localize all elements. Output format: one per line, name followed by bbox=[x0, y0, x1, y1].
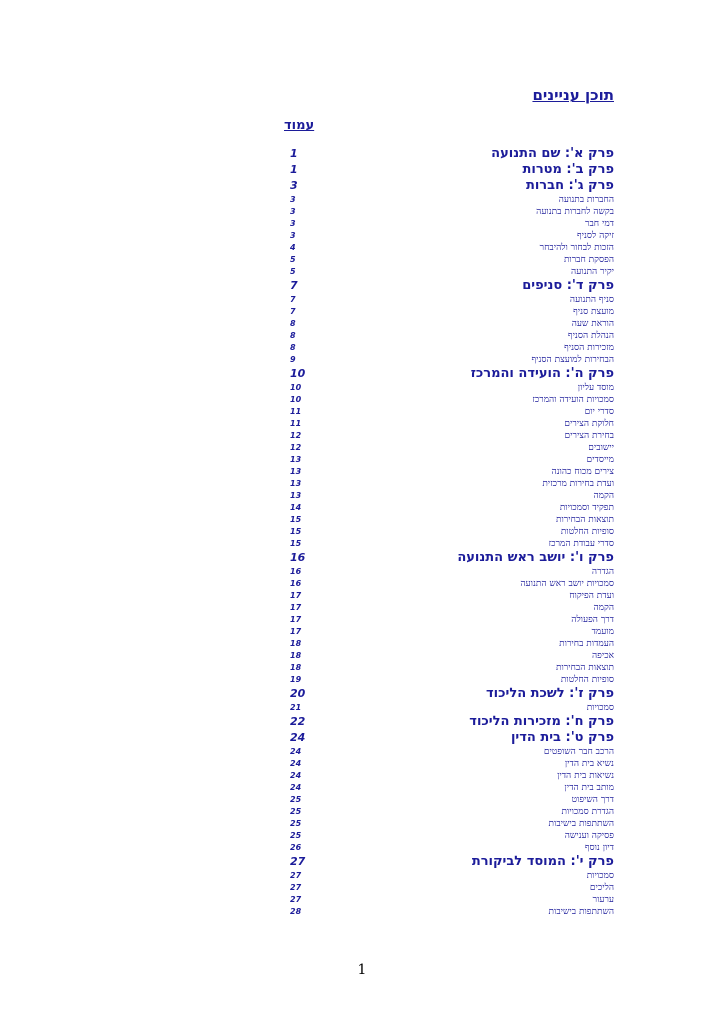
page-number: 12 bbox=[290, 431, 302, 440]
page-number: 10 bbox=[290, 383, 302, 392]
page-number: 19 bbox=[290, 675, 302, 684]
toc-section-row bbox=[290, 806, 614, 818]
toc-section-row bbox=[290, 206, 614, 218]
section-title: סמכויות יושב ראש התנועה bbox=[520, 579, 614, 589]
toc-section-row bbox=[290, 382, 614, 394]
page-number: 7 bbox=[290, 279, 298, 292]
toc-chapter-row bbox=[290, 854, 614, 870]
section-title: אכיפה bbox=[591, 651, 614, 661]
section-title: תוצאות הבחירות bbox=[556, 663, 614, 673]
toc-section-row bbox=[290, 818, 614, 830]
page-number: 16 bbox=[290, 579, 302, 588]
toc-chapter-row bbox=[290, 686, 614, 702]
toc-section-row bbox=[290, 354, 614, 366]
section-title: מזכירות הסניף bbox=[564, 343, 614, 353]
toc-section-row bbox=[290, 478, 614, 490]
page-number: 3 bbox=[290, 195, 296, 204]
chapter-title: פרק א': שם התנועה bbox=[491, 146, 614, 161]
section-title: השתתפות בישיבות bbox=[548, 907, 614, 917]
toc-section-row bbox=[290, 842, 614, 854]
page-column-header: עמוד bbox=[284, 118, 315, 133]
toc-chapter-row bbox=[290, 714, 614, 730]
page-number: 17 bbox=[290, 603, 302, 612]
section-title: מייסדים bbox=[586, 455, 614, 465]
section-title: הנהלת הסניף bbox=[567, 331, 614, 341]
toc-section-row bbox=[290, 242, 614, 254]
toc-section-row bbox=[290, 870, 614, 882]
toc-section-row bbox=[290, 782, 614, 794]
toc-section-row bbox=[290, 794, 614, 806]
section-title: מוסד עליון bbox=[577, 383, 614, 393]
chapter-title: פרק י': המוסד לביקורת bbox=[471, 854, 614, 869]
section-title: מועמד bbox=[591, 627, 614, 637]
toc-section-row bbox=[290, 614, 614, 626]
toc-section-row bbox=[290, 526, 614, 538]
page-number: 24 bbox=[290, 783, 302, 792]
toc-section-row bbox=[290, 330, 614, 342]
page-number: 15 bbox=[290, 539, 302, 548]
section-title: סמכויות הועידה והמרכז bbox=[532, 395, 614, 405]
section-title: החברות בתנועה bbox=[558, 195, 614, 205]
page-number: 15 bbox=[290, 527, 302, 536]
section-title: העמדות בחירות bbox=[559, 639, 614, 649]
section-title: סופיות החלטות bbox=[560, 527, 614, 537]
toc-section-row bbox=[290, 662, 614, 674]
toc-section-row bbox=[290, 406, 614, 418]
section-title: צירים מכוח כהונה bbox=[551, 467, 614, 477]
page-number: 25 bbox=[290, 807, 302, 816]
toc-section-row bbox=[290, 830, 614, 842]
page-number: 26 bbox=[290, 843, 302, 852]
toc-section-row bbox=[290, 602, 614, 614]
toc-section-row bbox=[290, 626, 614, 638]
section-title: נשיא בית הדין bbox=[564, 759, 614, 769]
page-number: 20 bbox=[290, 687, 306, 700]
section-title: הוראת שעה bbox=[571, 319, 614, 329]
toc-section-row bbox=[290, 306, 614, 318]
toc-section-row bbox=[290, 566, 614, 578]
section-title: השתתפות בישיבות bbox=[548, 819, 614, 829]
page-number: 24 bbox=[290, 759, 302, 768]
page-number: 24 bbox=[290, 747, 302, 756]
page-number: 5 bbox=[290, 255, 296, 264]
section-title: סופיות החלטות bbox=[560, 675, 614, 685]
page-number: 21 bbox=[290, 703, 302, 712]
section-title: בקשה לחברות בתנועה bbox=[536, 207, 614, 217]
toc-section-row bbox=[290, 266, 614, 278]
section-title: מותב בית הדין bbox=[564, 783, 614, 793]
page-number: 14 bbox=[290, 503, 302, 512]
page-number: 11 bbox=[290, 407, 302, 416]
toc-section-row bbox=[290, 294, 614, 306]
section-title: דרך השיפוט bbox=[571, 795, 614, 805]
section-title: סניף התנועה bbox=[569, 295, 614, 305]
section-title: סמכויות bbox=[586, 871, 614, 881]
toc-section-row bbox=[290, 394, 614, 406]
page-number: 3 bbox=[290, 231, 296, 240]
page-number: 22 bbox=[290, 715, 306, 728]
page-number: 7 bbox=[290, 307, 296, 316]
toc-chapter-row bbox=[290, 366, 614, 382]
toc-section-row bbox=[290, 318, 614, 330]
page-number: 13 bbox=[290, 479, 302, 488]
section-title: סדרי עבודת המרכז bbox=[548, 539, 614, 549]
section-title: הליכים bbox=[589, 883, 614, 893]
page-number: 25 bbox=[290, 795, 302, 804]
toc-section-row bbox=[290, 702, 614, 714]
section-title: בחירת הצירים bbox=[564, 431, 614, 441]
chapter-title: פרק ח': מזכירות הליכוד bbox=[469, 714, 614, 729]
toc-section-row bbox=[290, 342, 614, 354]
page-number: 4 bbox=[290, 243, 296, 252]
page-number: 3 bbox=[290, 179, 298, 192]
page-number: 24 bbox=[290, 731, 306, 744]
page-number: 24 bbox=[290, 771, 302, 780]
toc-section-row bbox=[290, 230, 614, 242]
toc-section-row bbox=[290, 514, 614, 526]
toc-section-row bbox=[290, 906, 614, 918]
chapter-title: פרק ד': סניפים bbox=[522, 278, 614, 293]
section-title: יקיר התנועה bbox=[571, 267, 614, 277]
toc-section-row bbox=[290, 674, 614, 686]
page-number: 28 bbox=[290, 907, 302, 916]
toc-section-row bbox=[290, 578, 614, 590]
chapter-title: פרק ה': הועידה והמרכז bbox=[470, 366, 614, 381]
page-number: 16 bbox=[290, 567, 302, 576]
toc-section-row bbox=[290, 254, 614, 266]
section-title: הבחירות למועצת הסניף bbox=[531, 355, 614, 365]
toc-list bbox=[290, 146, 614, 918]
section-title: פסיקה וענישה bbox=[564, 831, 614, 841]
page-number: 13 bbox=[290, 491, 302, 500]
page-number: 18 bbox=[290, 651, 302, 660]
toc-section-row bbox=[290, 194, 614, 206]
toc-section-row bbox=[290, 746, 614, 758]
section-title: דמי חבר bbox=[585, 219, 614, 229]
section-title: מועצת סניף bbox=[573, 307, 614, 317]
page-number: 5 bbox=[290, 267, 296, 276]
page-number: 10 bbox=[290, 367, 306, 380]
section-title: דרך הפעולה bbox=[571, 615, 614, 625]
toc-section-row bbox=[290, 454, 614, 466]
page-number: 9 bbox=[290, 355, 296, 364]
page-number: 27 bbox=[290, 871, 302, 880]
toc-section-row bbox=[290, 502, 614, 514]
page-number: 8 bbox=[290, 331, 296, 340]
toc-section-row bbox=[290, 418, 614, 430]
toc-section-row bbox=[290, 758, 614, 770]
page-number: 25 bbox=[290, 831, 302, 840]
section-title: הפסקת חברות bbox=[563, 255, 614, 265]
toc-section-row bbox=[290, 466, 614, 478]
toc-section-row bbox=[290, 638, 614, 650]
toc-section-row bbox=[290, 894, 614, 906]
page-number: 15 bbox=[290, 515, 302, 524]
toc-chapter-row bbox=[290, 278, 614, 294]
toc-chapter-row bbox=[290, 730, 614, 746]
toc-section-row bbox=[290, 770, 614, 782]
section-title: חלוקת הצירים bbox=[564, 419, 614, 429]
page-number: 7 bbox=[290, 295, 296, 304]
section-title: יישובים bbox=[588, 443, 614, 453]
section-title: הזכות לבחור ולהיבחר bbox=[539, 243, 614, 253]
chapter-title: פרק ו': יושב ראש התנועה bbox=[457, 550, 614, 565]
page-number: 10 bbox=[290, 395, 302, 404]
page-number: 1 bbox=[290, 147, 298, 160]
footer-page-number: 1 bbox=[357, 962, 367, 978]
section-title: ועדת בחירות מרכזית bbox=[542, 479, 614, 489]
toc-chapter-row bbox=[290, 550, 614, 566]
page-number: 1 bbox=[290, 163, 298, 176]
toc-section-row bbox=[290, 590, 614, 602]
toc-section-row bbox=[290, 490, 614, 502]
toc-section-row bbox=[290, 430, 614, 442]
page-number: 13 bbox=[290, 467, 302, 476]
section-title: ערעור bbox=[592, 895, 614, 905]
section-title: הקמה bbox=[593, 491, 614, 501]
page-number: 3 bbox=[290, 207, 296, 216]
toc-chapter-row bbox=[290, 146, 614, 162]
page-number: 27 bbox=[290, 895, 302, 904]
toc-title: תוכן עניינים bbox=[532, 86, 614, 104]
section-title: תפקיד וסמכויות bbox=[559, 503, 614, 513]
page-number: 17 bbox=[290, 627, 302, 636]
page-number: 11 bbox=[290, 419, 302, 428]
page-number: 27 bbox=[290, 883, 302, 892]
section-title: הגדרת סמכויות bbox=[561, 807, 614, 817]
section-title: סדרי יום bbox=[584, 407, 614, 417]
page-number: 8 bbox=[290, 343, 296, 352]
chapter-title: פרק ג': חברות bbox=[525, 178, 614, 193]
page-number: 17 bbox=[290, 615, 302, 624]
page-number: 18 bbox=[290, 663, 302, 672]
section-title: הקמה bbox=[593, 603, 614, 613]
page-number: 3 bbox=[290, 219, 296, 228]
toc-chapter-row bbox=[290, 178, 614, 194]
page-number: 27 bbox=[290, 855, 306, 868]
toc-section-row bbox=[290, 650, 614, 662]
section-title: ועדת הפיקוח bbox=[569, 591, 614, 601]
page-number: 8 bbox=[290, 319, 296, 328]
chapter-title: פרק ב': מטרות bbox=[522, 162, 614, 177]
chapter-title: פרק ט': בית הדין bbox=[510, 730, 614, 745]
toc-section-row bbox=[290, 538, 614, 550]
section-title: תוצאות הבחירות bbox=[556, 515, 614, 525]
section-title: זיקה לסניף bbox=[576, 231, 614, 241]
toc-chapter-row bbox=[290, 162, 614, 178]
page-number: 16 bbox=[290, 551, 306, 564]
toc-section-row bbox=[290, 442, 614, 454]
toc-section-row bbox=[290, 218, 614, 230]
section-title: דיון נוסף bbox=[584, 843, 614, 853]
page-number: 12 bbox=[290, 443, 302, 452]
page-number: 17 bbox=[290, 591, 302, 600]
section-title: סמכויות bbox=[586, 703, 614, 713]
page-number: 18 bbox=[290, 639, 302, 648]
page-number: 13 bbox=[290, 455, 302, 464]
chapter-title: פרק ז': לשכת הליכוד bbox=[486, 686, 614, 701]
section-title: נשיאות בית הדין bbox=[557, 771, 614, 781]
section-title: הרכב חבר השופטים bbox=[543, 747, 614, 757]
toc-section-row bbox=[290, 882, 614, 894]
section-title: הגדרה bbox=[591, 567, 614, 577]
page-number: 25 bbox=[290, 819, 302, 828]
